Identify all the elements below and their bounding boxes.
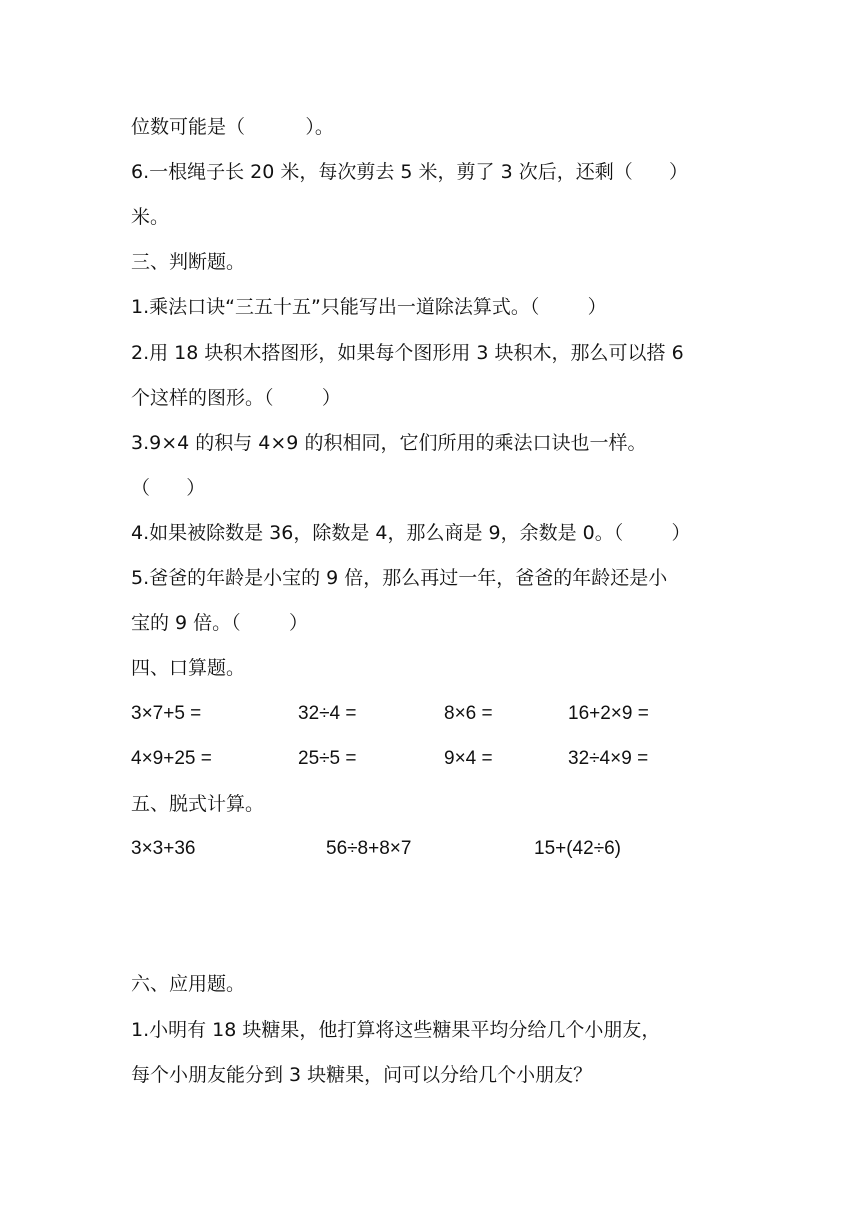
section-oral-heading: 四、口算题。: [131, 657, 246, 679]
oral-item: 25÷5 =: [298, 748, 357, 769]
section-stepwise-heading: 五、脱式计算。: [131, 793, 265, 815]
tf-q4: 4.如果被除数是 36，除数是 4，那么商是 9，余数是 0。（ ）: [131, 522, 691, 544]
oral-item: 16+2×9 =: [568, 703, 649, 724]
q6-text: 6.一根绳子长 20 米，每次剪去 5 米，剪了 3 次后，还剩（ ）: [131, 161, 688, 183]
oral-item: 32÷4 =: [298, 703, 357, 724]
section-application-heading: 六、应用题。: [131, 973, 246, 995]
stepwise-item: 3×3+36: [131, 838, 196, 859]
tf-q2-continuation: 个这样的图形。（ ）: [131, 387, 341, 409]
app-q1-continuation: 每个小朋友能分到 3 块糖果，问可以分给几个小朋友？: [131, 1064, 593, 1086]
oral-item: 32÷4×9 =: [568, 748, 649, 769]
tf-q5-continuation: 宝的 9 倍。（ ）: [131, 612, 308, 634]
oral-item: 4×9+25 =: [131, 748, 212, 769]
oral-item: 9×4 =: [444, 748, 493, 769]
q5-continuation: 位数可能是（ ）。: [131, 116, 334, 138]
tf-q1: 1.乘法口诀“三五十五”只能写出一道除法算式。（ ）: [131, 296, 607, 318]
tf-q2: 2.用 18 块积木搭图形，如果每个图形用 3 块积木，那么可以搭 6: [131, 342, 684, 364]
tf-q5: 5.爸爸的年龄是小宝的 9 倍，那么再过一年，爸爸的年龄还是小: [131, 567, 668, 589]
section-true-false-heading: 三、判断题。: [131, 251, 246, 273]
tf-q3-bracket: （ ）: [131, 477, 206, 499]
q6-continuation: 米。: [131, 206, 170, 228]
tf-q3: 3.9×4 的积与 4×9 的积相同，它们所用的乘法口诀也一样。: [131, 432, 647, 454]
oral-item: 3×7+5 =: [131, 703, 202, 724]
app-q1: 1.小明有 18 块糖果，他打算将这些糖果平均分给几个小朋友，: [131, 1019, 661, 1041]
stepwise-item: 56÷8+8×7: [326, 838, 412, 859]
oral-item: 8×6 =: [444, 703, 493, 724]
stepwise-item: 15+(42÷6): [534, 838, 622, 859]
